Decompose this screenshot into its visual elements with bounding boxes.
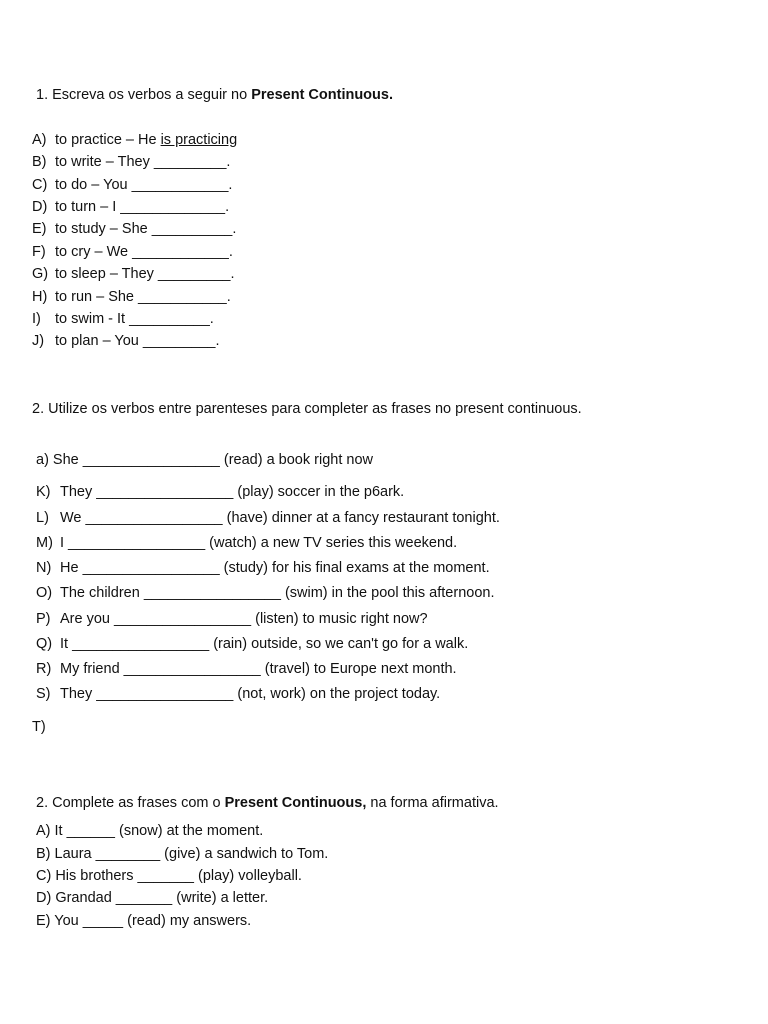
item-label: H): [32, 289, 48, 305]
section2-item-o: [36, 584, 494, 602]
section2-item-n: [36, 559, 490, 577]
item-text: They _________________ (play) soccer in the p6ark.: [60, 484, 405, 500]
section1-title-bold: Present Continuous.: [251, 87, 393, 103]
item-text: to swim - It __________.: [55, 311, 214, 327]
section1-title-prefix: 1. Escreva os verbos a seguir no: [36, 87, 252, 103]
item-text: The children _________________ (swim) in the pool this afternoon.: [60, 585, 495, 601]
section3-title-suffix: na forma afirmativa.: [366, 795, 499, 811]
item-label: G): [32, 266, 49, 282]
item-text: We _________________ (have) dinner at a fancy restaurant tonight.: [60, 510, 500, 526]
section3-title-bold: Present Continuous,: [224, 795, 367, 811]
item-label: O): [36, 585, 53, 601]
section1-item-j: [32, 332, 220, 350]
item-text: Are you _________________ (listen) to music right now?: [60, 611, 428, 627]
item-label: D): [32, 199, 48, 215]
item-text: I _________________ (watch) a new TV series this weekend.: [60, 535, 458, 551]
item-label: E): [32, 221, 47, 237]
section2-item-s: [36, 685, 440, 703]
item-text: to write – They _________.: [55, 154, 231, 170]
section2-title: 2. Utilize os verbos entre parenteses para completer as frases no present continuous.: [32, 401, 582, 417]
section1-example: [32, 131, 237, 149]
section3-item-b: B) Laura ________ (give) a sandwich to Tom.: [36, 846, 329, 862]
item-label: A): [32, 132, 47, 148]
section3-item-c: C) His brothers _______ (play) volleyball.: [36, 868, 302, 884]
section3-item-d: D) Grandad _______ (write) a letter.: [36, 890, 269, 906]
section1-item-h: [32, 288, 231, 306]
item-text: to cry – We ____________.: [55, 244, 233, 260]
section2-trailing-label: T): [32, 719, 46, 735]
item-text: to plan – You _________.: [55, 333, 220, 349]
section3-title: [36, 794, 499, 812]
item-label: J): [32, 333, 45, 349]
item-text: to turn – I _____________.: [55, 199, 230, 215]
item-label: Q): [36, 636, 53, 652]
section1-title: [36, 86, 393, 104]
item-label: B): [32, 154, 47, 170]
section2-item-m: [36, 534, 457, 552]
item-label: P): [36, 611, 51, 627]
item-label: L): [36, 510, 49, 526]
item-label: I): [32, 311, 41, 327]
section1-item-f: [32, 243, 233, 261]
section2-item-k: [36, 483, 404, 501]
section2-item-q: [36, 635, 468, 653]
section1-item-i: [32, 310, 214, 328]
item-label: C): [32, 177, 48, 193]
section1-item-d: [32, 198, 229, 216]
section1-item-g: [32, 265, 235, 283]
section1-item-e: [32, 220, 236, 238]
item-label: F): [32, 244, 46, 260]
section2-item-r: [36, 660, 457, 678]
item-text: to study – She __________.: [55, 221, 237, 237]
section3-item-e: E) You _____ (read) my answers.: [36, 913, 252, 929]
item-label: S): [36, 686, 51, 702]
example-answer: is practicing: [160, 132, 238, 148]
item-text: to sleep – They _________.: [55, 266, 235, 282]
item-text: to run – She ___________.: [55, 289, 231, 305]
section1-item-c: [32, 176, 232, 194]
section1-item-b: [32, 153, 230, 171]
item-text: He _________________ (study) for his final exams at the moment.: [60, 560, 490, 576]
section2-item-p: [36, 610, 428, 628]
item-label: R): [36, 661, 52, 677]
item-label: M): [36, 535, 53, 551]
item-text: My friend _________________ (travel) to Europe next month.: [60, 661, 457, 677]
item-text: It _________________ (rain) outside, so we can't go for a walk.: [60, 636, 469, 652]
section2-item-l: [36, 509, 500, 527]
section3-item-a: A) It ______ (snow) at the moment.: [36, 823, 264, 839]
item-text: to do – You ____________.: [55, 177, 233, 193]
item-text: They _________________ (not, work) on the project today.: [60, 686, 441, 702]
section3-title-prefix: 2. Complete as frases com o: [36, 795, 225, 811]
item-label: K): [36, 484, 51, 500]
example-prefix: to practice – He: [55, 132, 161, 148]
section2-first-item: a) She _________________ (read) a book right now: [36, 452, 373, 468]
item-label: N): [36, 560, 52, 576]
